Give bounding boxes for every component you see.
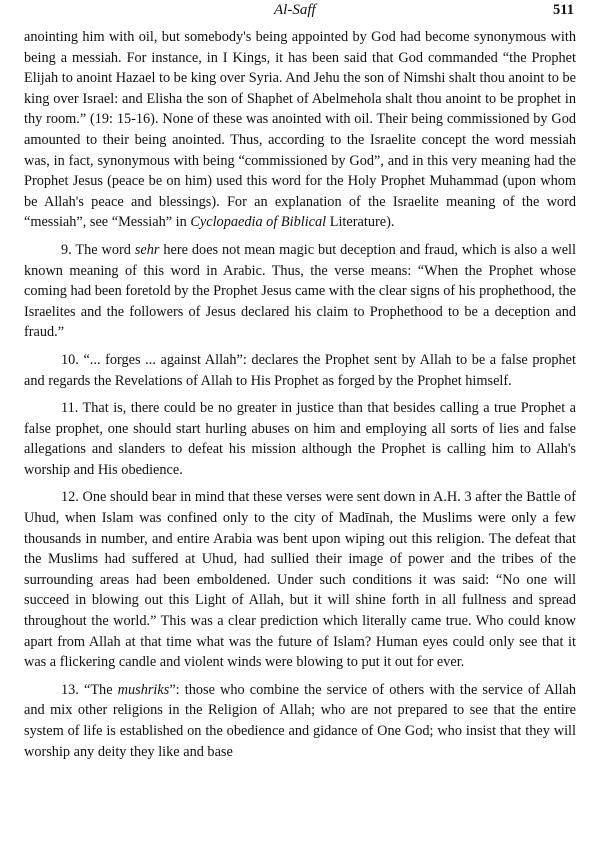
book-title-text: Cyclopaedia of Biblical xyxy=(190,214,327,231)
text-run: anointing him with oil, but somebody's being appointed by God had become synonymous with being a messiah. For instance, in I Kings, it has been said that God commanded “the Prophet Elijah to anoint Hazael to be king over Syria. And Jehu the son of Nimshi shalt thou anoint to be king over Israel: and Elisha the son of Shaphet of Abelmehola shalt thou anoint to be prophet in thy room.” (19: 15-16). None of these was anointed with oil. Their being commissioned by God amounted to their being anointed. Thus, according to the Israelite concept the word messiah was, in fact, synonymous with being “commissioned by God”, and in this very meaning had the Prophet Jesus (peace be on him) used this word for the Holy Prophet Muhammad (upon whom be Allah's peace and blessings). For an explanation of the Israelite meaning of the word “messiah”, see “Messiah” in xyxy=(24,29,576,231)
note-11-paragraph xyxy=(24,398,576,480)
note-13-paragraph xyxy=(24,680,576,762)
page-header xyxy=(24,2,576,24)
text-run: 12. One should bear in mind that these verses were sent down in A.H. 3 after the Battle of Uhud, when Islam was confined only to the city of Madīnah, the Muslims were only a few thousands in number, and entire Arabia was bent upon wiping out this religion. The defeat that the Muslims had suffered at Uhud, had sullied their image of power and the tribes of the surrounding areas had been emboldened. Under such conditions it was said: “No one will succeed in blowing out this Light of Allah, but it will shine forth in all fullness and spread throughout the world.” This was a clear prediction which literally came true. Who could know apart from Allah at that time what was the future of Islam? Human eyes could only see that it was a flickering candle and violent winds were blowing to put it out for ever. xyxy=(24,489,576,671)
term-mushriks: mushriks xyxy=(117,681,170,698)
page-number: 511 xyxy=(553,2,574,18)
text-run: 13. “The xyxy=(61,681,118,698)
text-run: 9. The word xyxy=(61,241,135,258)
term-sehr: sehr xyxy=(134,241,160,258)
text-run: 11. That is, there could be no greater in justice than that besides calling a true Prophet a false prophet, one should start hurling abuses on him and employing all sorts of lies and false allegations and slanders to defeat his mission although the Prophet is calling him to Allah's worship and His obedience. xyxy=(24,400,576,478)
note-9-paragraph xyxy=(24,240,576,343)
note-12-paragraph xyxy=(24,487,576,672)
text-run: 10. “... forges ... against Allah”: declares the Prophet sent by Allah to be a false prophet and regards the Revelations of Allah to His Prophet as forged by the Prophet himself. xyxy=(24,351,576,389)
paragraph-continuation xyxy=(24,27,576,233)
page-body xyxy=(24,27,576,769)
running-title: Al-Saff xyxy=(274,2,316,18)
text-run: Literature). xyxy=(326,214,395,231)
book-page xyxy=(24,0,576,845)
note-10-paragraph xyxy=(24,350,576,391)
text-run: ”: those who combine the service of others with the service of Allah and mix other religions in the Religion of Allah; who are not prepared to see that the entire system of life is established on the obedience and gidance of One God; who insist that they will worship any deity they like and base xyxy=(24,681,576,760)
text-run: here does not mean magic but deception and fraud, which is also a well known meaning of this word in Arabic. Thus, the verse means: “When the Prophet whose coming had been foretold by the Prophet Jesus came with the clear signs of his prophethood, the Israelites and the followers of Jesus declared his claim to Prophethood to be a deception and fraud.” xyxy=(24,241,577,341)
